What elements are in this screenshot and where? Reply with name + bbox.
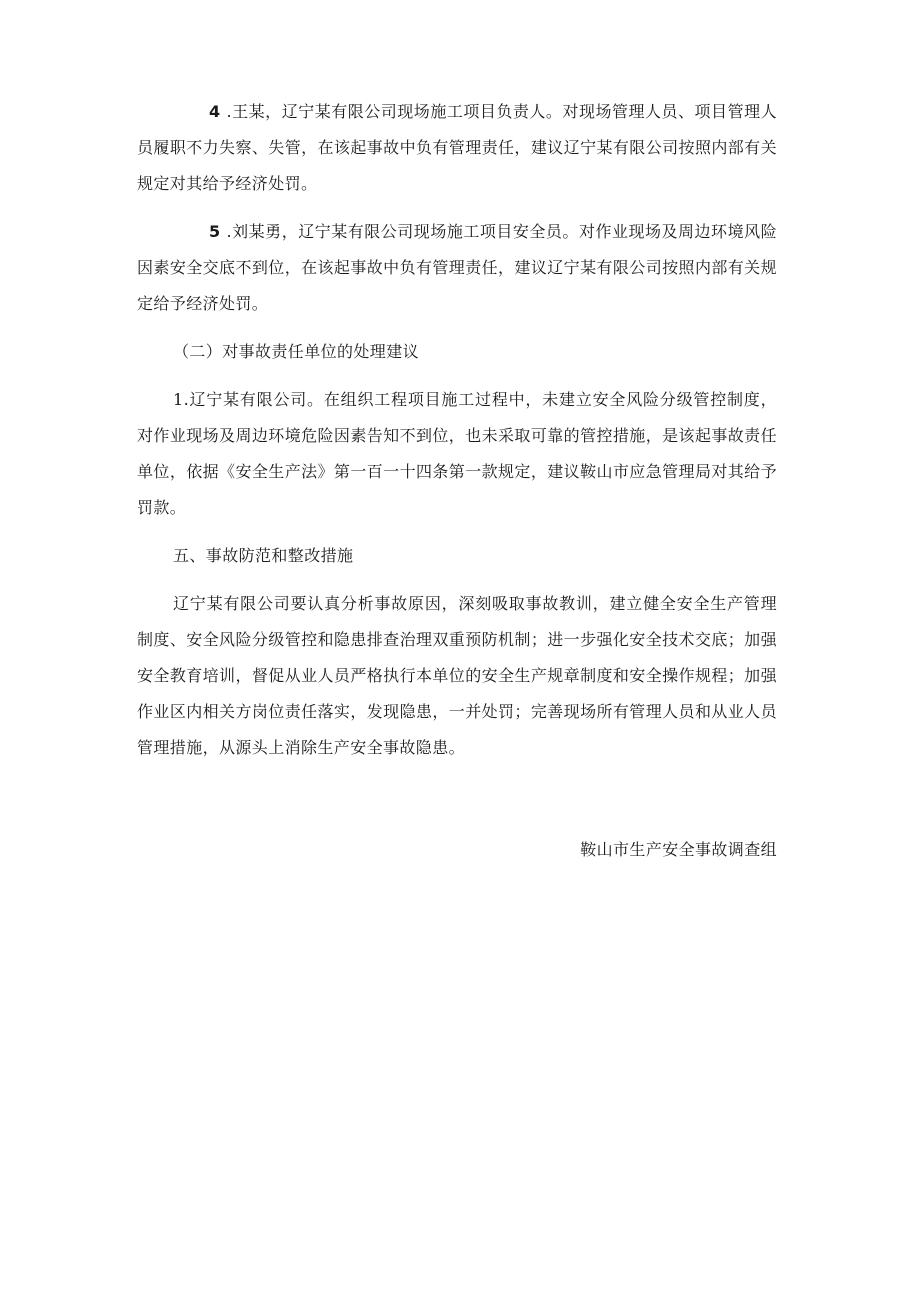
- responsibility-item-5: [137, 214, 777, 322]
- signature: 鞍山市生产安全事故调查组: [580, 840, 777, 859]
- unit-item-1: 1.辽宁某有限公司。在组织工程项目施工过程中，未建立安全风险分级管控制度，对作业现场及周边环境危险因素告知不到位，也未采取可靠的管控措施，是该起事故责任单位，依据《安全生产法》第一百一十四条第一款规定，建议鞍山市应急管理局对其给予罚款。: [137, 390, 777, 517]
- item-number: 4: [209, 102, 221, 121]
- item-text: .王某，辽宁某有限公司现场施工项目负责人。对现场管理人员、项目管理人员履职不力失察、失管，在该起事故中负有管理责任，建议辽宁某有限公司按照内部有关规定对其给予经济处罚。: [137, 102, 777, 193]
- section-5-heading: 五、事故防范和整改措施: [173, 546, 354, 565]
- responsibility-item-4: [137, 94, 777, 202]
- section-5-body: 辽宁某有限公司要认真分析事故原因，深刻吸取事故教训，建立健全安全生产管理制度、安全风险分级管控和隐患排查治理双重预防机制；进一步强化安全技术交底；加强安全教育培训，督促从业人员严格执行本单位的安全生产规章制度和安全操作规程；加强作业区内相关方岗位责任落实，发现隐患，一并处罚；完善现场所有管理人员和从业人员管理措施，从源头上消除生产安全事故隐患。: [137, 594, 777, 757]
- document-body: [137, 94, 777, 778]
- subheading-unit-handling: （二）对事故责任单位的处理建议: [173, 342, 420, 361]
- item-text: .刘某勇，辽宁某有限公司现场施工项目安全员。对作业现场及周边环境风险因素安全交底不到位，在该起事故中负有管理责任，建议辽宁某有限公司按照内部有关规定给予经济处罚。: [137, 222, 777, 313]
- item-number: 5: [209, 222, 221, 241]
